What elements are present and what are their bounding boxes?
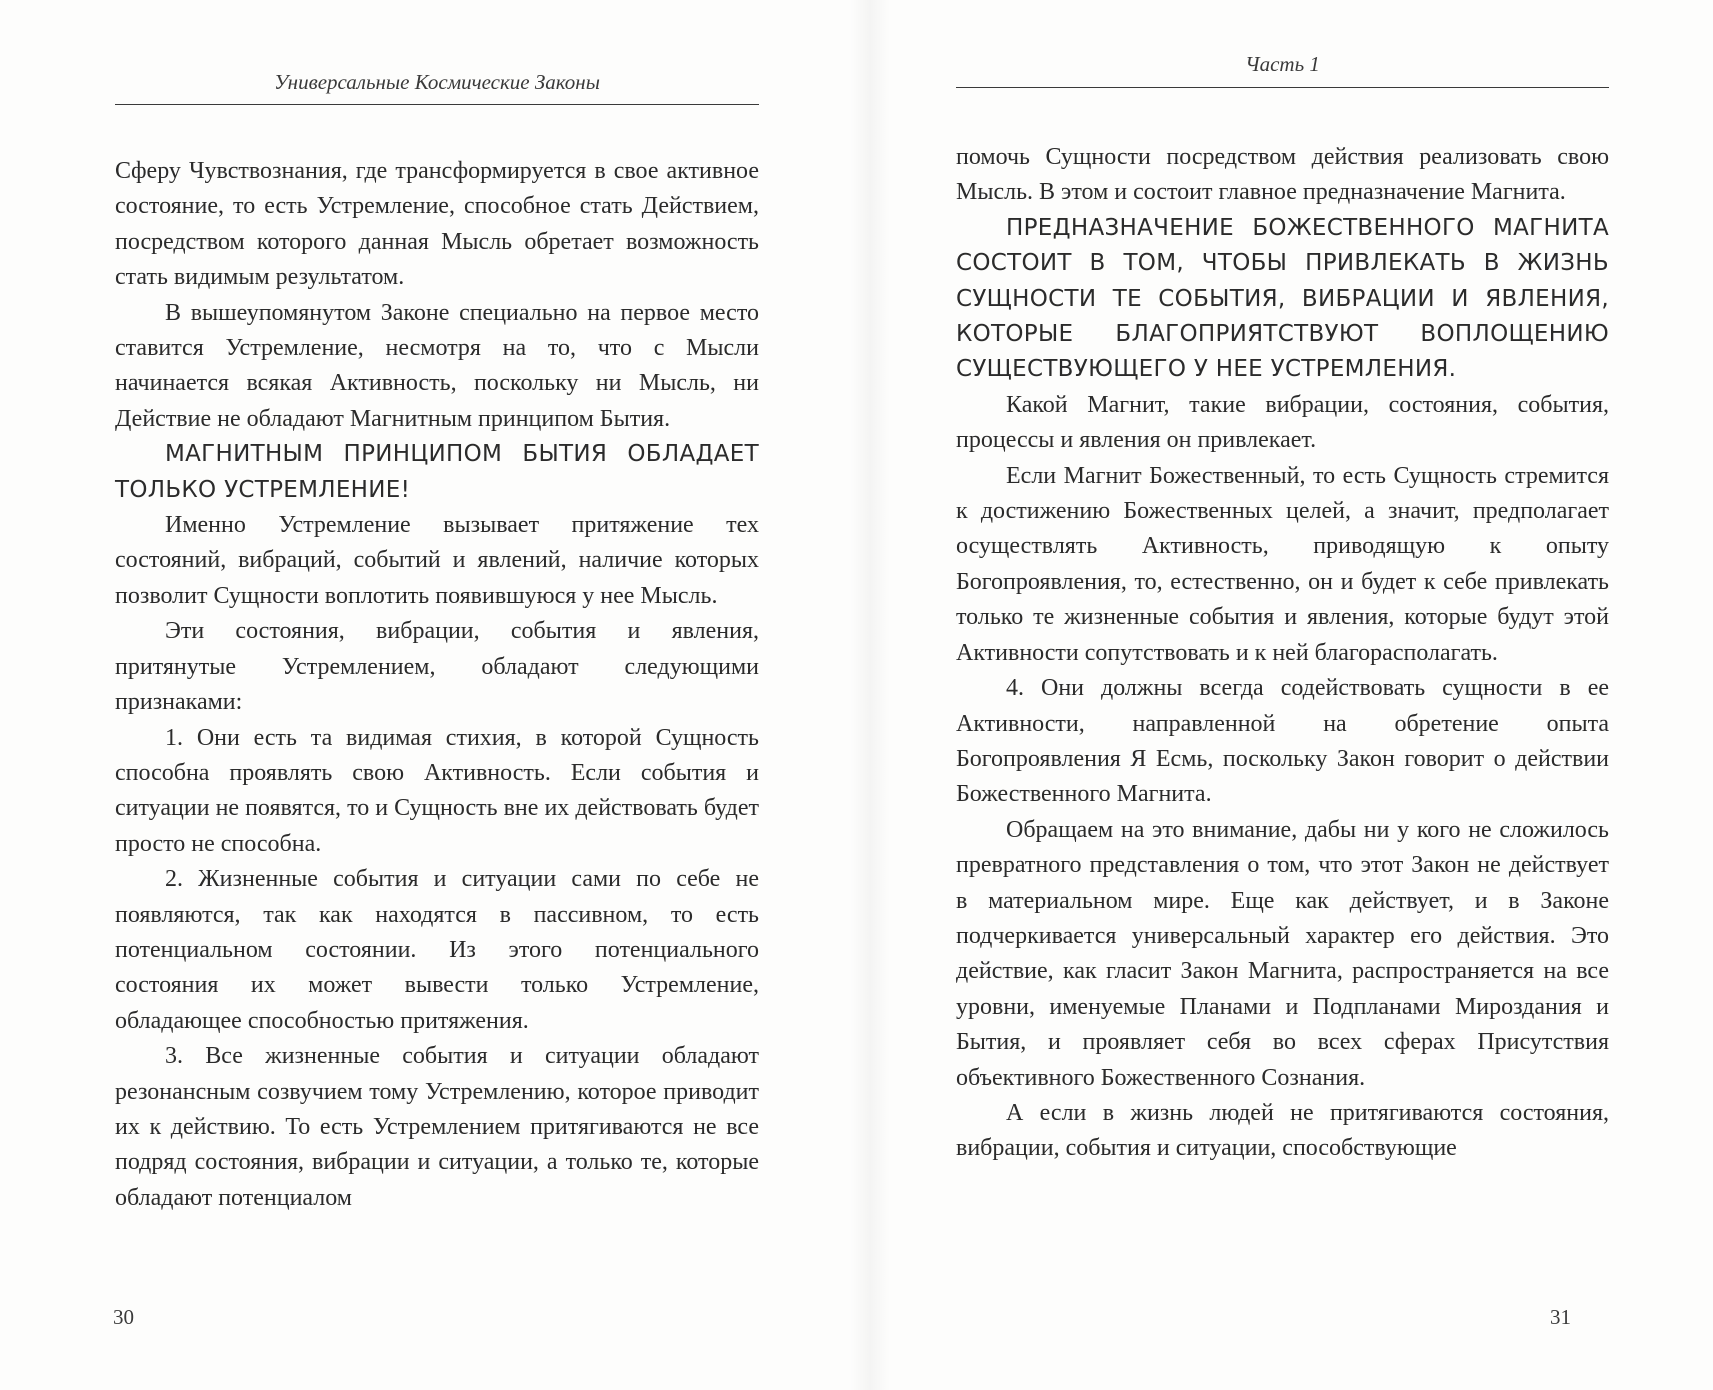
paragraph: Обращаем на это внимание, дабы ни у кого не сложилось превратного представления о том, что этот Закон не действует в материальном мире. Еще как действует, и в Законе подчеркивается универсальный характер его действия. Это действие, как гласит Закон Магнита, распространяется на все уровни, именуемые Планами и Подпланами Мироздания и Бытия, и проявляет себя во всех сферах Присутствия объективного Божественного Сознания. <box>956 816 1609 1091</box>
list-item-2: 2. Жизненные события и ситуации сами по себе не появляются, так как находятся в пассивном, то есть потенциальном состоянии. Из этого потенциального состояния их может вывести только Устремление, обладающее способностью притяжения. <box>115 866 759 1034</box>
paragraph: Эти состояния, вибрации, события и явления, притянутые Устремлением, обладают следующими признаками: <box>115 618 759 716</box>
page-number-right: 31 <box>1550 1305 1571 1329</box>
emphasis-paragraph: ПРЕДНАЗНАЧЕНИЕ БОЖЕСТВЕННОГО МАГНИТА СОСТОИТ В ТОМ, ЧТОБЫ ПРИВЛЕКАТЬ В ЖИЗНЬ СУЩНОСТИ ТЕ СОБЫТИЯ, ВИБРАЦИИ И ЯВЛЕНИЯ, КОТОРЫЕ БЛАГОПРИЯТСТВУЮТ ВОПЛОЩЕНИЮ СУЩЕСТВУЮЩЕГО У НЕЕ УСТРЕМЛЕНИЯ. <box>956 214 1609 383</box>
emphasis-paragraph: МАГНИТНЫМ ПРИНЦИПОМ БЫТИЯ ОБЛАДАЕТ ТОЛЬКО УСТРЕМЛЕНИЕ! <box>115 441 759 503</box>
paragraph: помочь Сущности посредством действия реализовать свою Мысль. В этом и состоит главное предназначение Магнита. <box>956 144 1609 206</box>
list-item-3: 3. Все жизненные события и ситуации обладают резонансным созвучием тому Устремлению, которое приводит их к действию. То есть Устремлением притягиваются не все подряд состояния, вибрации и ситуации, а только те, которые обладают потенциалом <box>115 1043 759 1211</box>
paragraph: В вышеупомянутом Законе специально на первое место ставится Устремление, несмотря на то, что с Мысли начинается всякая Активность, поскольку ни Мысль, ни Действие не обладают Магнитным принципом Бытия. <box>115 299 759 432</box>
running-head-right: Часть 1 <box>1245 52 1320 76</box>
paragraph: Именно Устремление вызывает притяжение тех состояний, вибраций, событий и явлений, наличие которых позволит Сущности воплотить появившуюся у нее Мысль. <box>115 512 759 609</box>
page-number-left: 30 <box>113 1305 134 1329</box>
paragraph: Сферу Чувствознания, где трансформируется в свое активное состояние, то есть Устремление, способное стать Действием, посредством которого данная Мысль обретает возможность стать видимым результатом. <box>115 158 759 291</box>
left-page <box>0 0 856 1390</box>
running-head-left: Универсальные Космические Законы <box>274 70 600 94</box>
header-rule-left <box>115 104 759 105</box>
paragraph: А если в жизнь людей не притягиваются состояния, вибрации, события и ситуации, способствующие <box>956 1099 1609 1162</box>
left-page-text <box>115 154 759 1216</box>
header-rule-right <box>956 87 1609 88</box>
list-item-4: 4. Они должны всегда содействовать сущности в ее Активности, направленной на обретение опыта Богопроявления Я Есмь, поскольку Закон говорит о действии Божественного Магнита. <box>956 675 1609 808</box>
list-item-1: 1. Они есть та видимая стихия, в которой Сущность способна проявлять свою Активность. Если события и ситуации не появятся, то и Сущность вне их действовать будет просто не способна. <box>115 724 759 857</box>
right-page <box>856 0 1713 1390</box>
right-page-text <box>956 140 1609 1167</box>
paragraph: Если Магнит Божественный, то есть Сущность стремится к достижению Божественных целей, а значит, предполагает осуществлять Активность, приводящую к опыту Богопроявления, то, естественно, он и будет к себе привлекать только те жизненные события и явления, которые будут этой Активности сопутствовать и к ней благорасполагать. <box>956 462 1609 666</box>
paragraph: Какой Магнит, такие вибрации, состояния, события, процессы и явления он привлекает. <box>956 391 1609 454</box>
